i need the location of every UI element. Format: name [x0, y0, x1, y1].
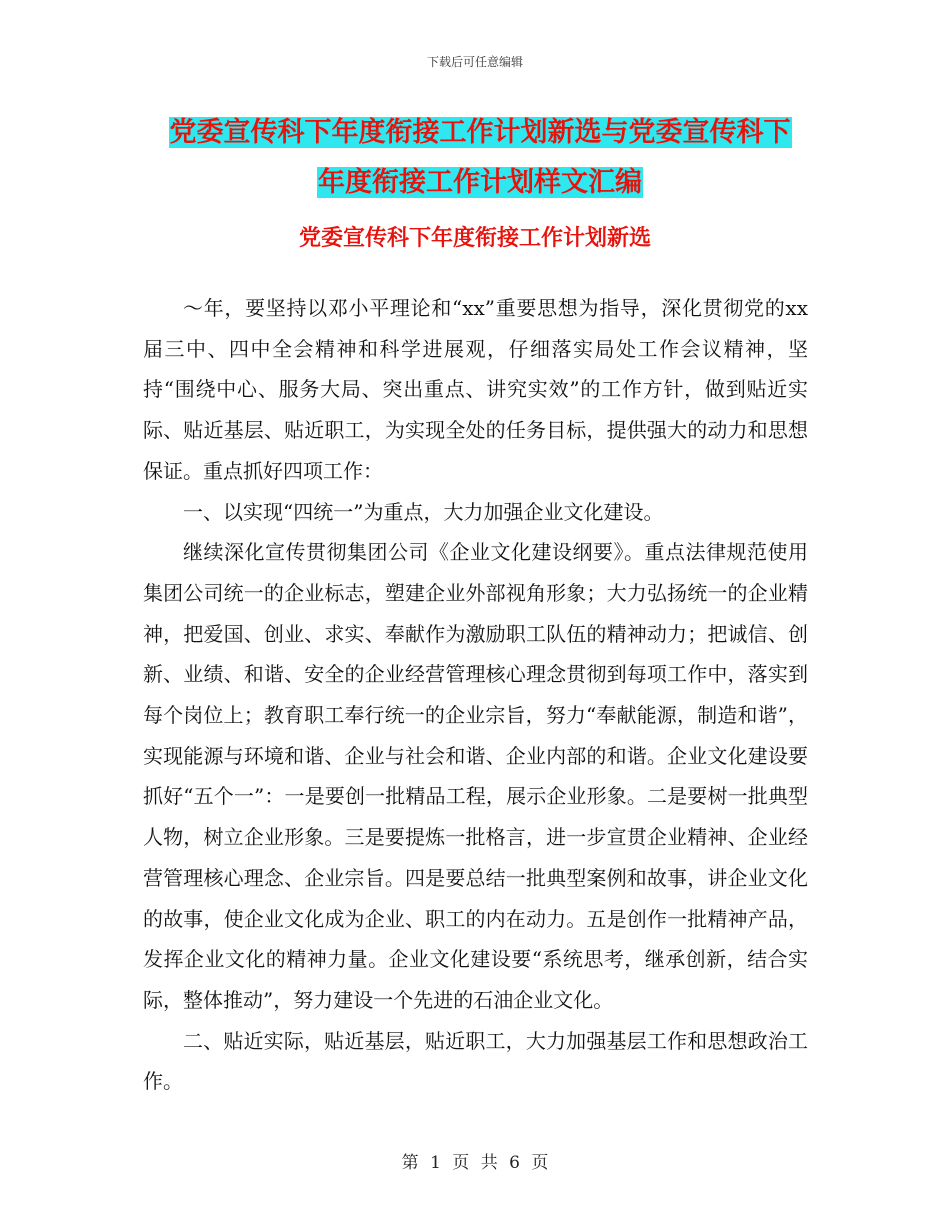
document-body	[143, 288, 808, 1102]
page-number: 第 1 页 共 6 页	[401, 1153, 549, 1173]
paragraph: 二、贴近实际，贴近基层，贴近职工，大力加强基层工作和思想政治工作。	[143, 1028, 808, 1094]
document-title-line-1: 党委宣传科下年度衔接工作计划新选与党委宣传科下	[169, 117, 791, 148]
document-title-line-2: 年度衔接工作计划样文汇编	[318, 167, 642, 198]
section-title: 党委宣传科下年度衔接工作计划新选	[298, 225, 651, 251]
paragraph: 一、以实现“四统一”为重点，大力加强企业文化建设。	[183, 499, 664, 524]
paragraph: ～年，要坚持以邓小平理论和“xx”重要思想为指导，深化贯彻党的xx届三中、四中全会精神和科学进展观，仔细落实局处工作会议精神，坚持“围绕中心、服务大局、突出重点、讲究实效”的工作方针，做到贴近实际、贴近基层、贴近职工，为实现全处的任务目标，提供强大的动力和思想保证。重点抓好四项工作：	[143, 296, 808, 483]
document-title	[140, 108, 820, 208]
header-note: 下载后可任意编辑	[426, 55, 523, 69]
paragraph: 继续深化宣传贯彻集团公司《企业文化建设纲要》。重点法律规范使用集团公司统一的企业标志，塑建企业外部视角形象；大力弘扬统一的企业精神，把爱国、创业、求实、奉献作为激励职工队伍的精神动力；把诚信、创新、业绩、和谐、安全的企业经营管理核心理念贯彻到每项工作中，落实到每个岗位上；教育职工奉行统一的企业宗旨，努力“奉献能源，制造和谐”，实现能源与环境和谐、企业与社会和谐、企业内部的和谐。企业文化建设要抓好“五个一”：一是要创一批精品工程，展示企业形象。二是要树一批典型人物，树立企业形象。三是要提炼一批格言，进一步宣贯企业精神、企业经营管理核心理念、企业宗旨。四是要总结一批典型案例和故事，讲企业文化的故事，使企业文化成为企业、职工的内在动力。五是创作一批精神产品，发挥企业文化的精神力量。企业文化建设要“系统思考，继承创新，结合实际，整体推动”，努力建设一个先进的石油企业文化。	[143, 540, 808, 1012]
